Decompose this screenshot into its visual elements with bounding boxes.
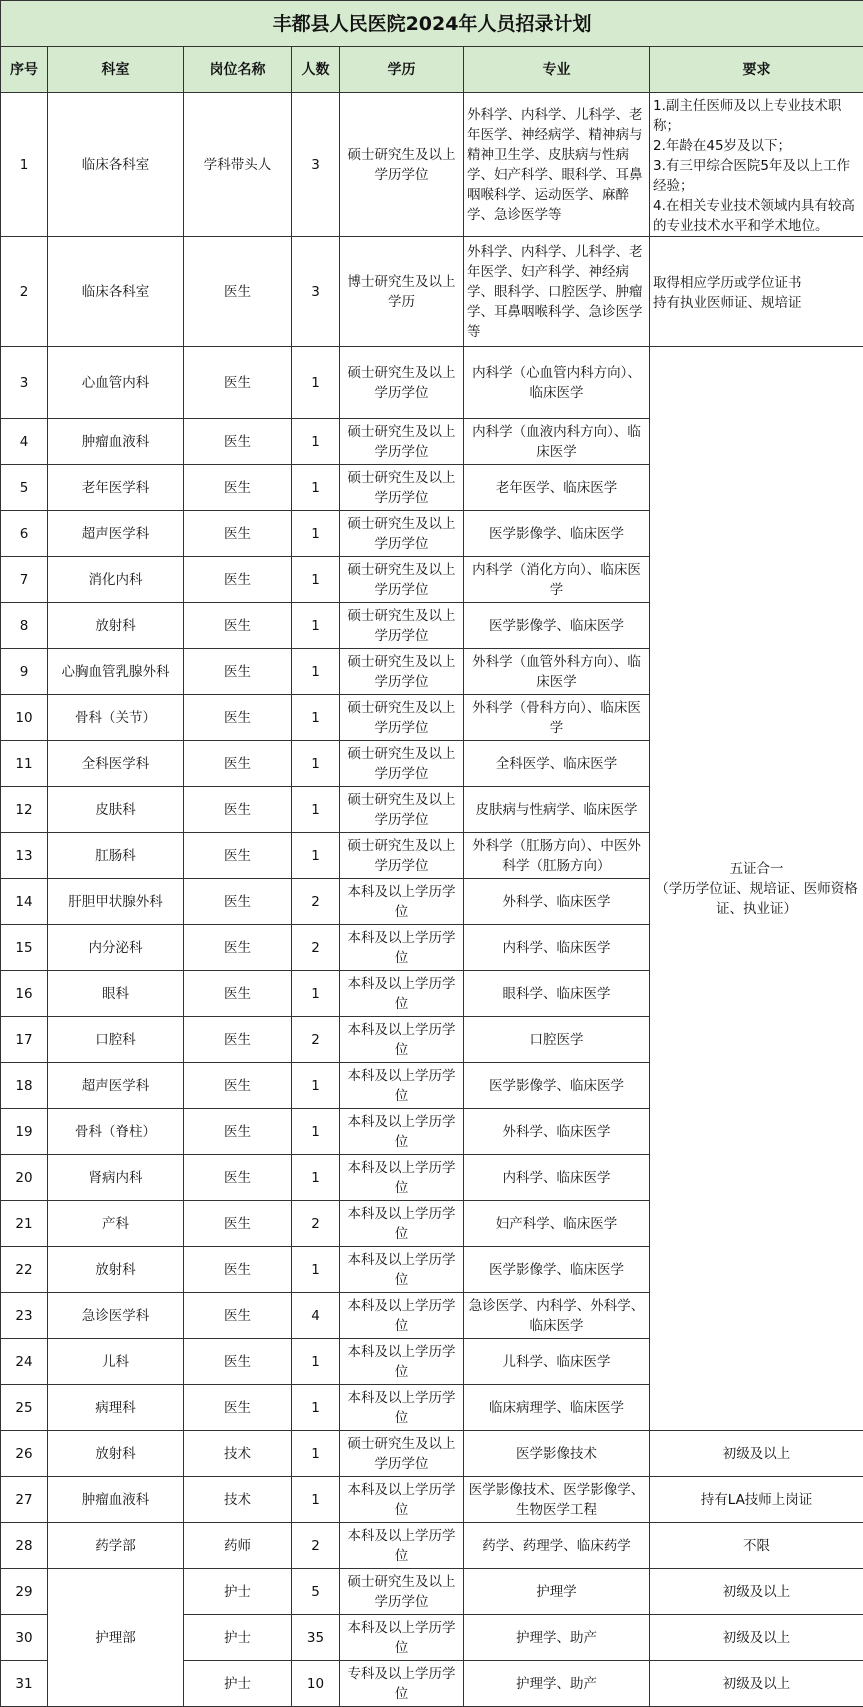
cell-post: 护士 (184, 1569, 292, 1615)
cell-major: 内科学、临床医学 (464, 1155, 650, 1201)
cell-major: 外科学、内科学、儿科学、老年医学、神经病学、精神病与精神卫生学、皮肤病与性病学、妇产科学、眼科学、耳鼻咽喉科学、运动医学、麻醉学、急诊医学等 (464, 93, 650, 237)
cell-major: 外科学（血管外科方向）、临床医学 (464, 649, 650, 695)
cell-major: 外科学、内科学、儿科学、老年医学、妇产科学、神经病学、眼科学、口腔医学、肿瘤学、耳鼻咽喉科学、急诊医学等 (464, 237, 650, 347)
cell-dept: 皮肤科 (48, 787, 184, 833)
cell-major: 妇产科学、临床医学 (464, 1201, 650, 1247)
cell-dept: 临床各科室 (48, 237, 184, 347)
cell-edu: 本科及以上学历学位 (340, 1017, 464, 1063)
cell-edu: 硕士研究生及以上学历学位 (340, 347, 464, 419)
cell-dept: 病理科 (48, 1385, 184, 1431)
cell-no: 11 (1, 741, 48, 787)
cell-dept: 肾病内科 (48, 1155, 184, 1201)
cell-edu: 硕士研究生及以上学历学位 (340, 1431, 464, 1477)
cell-major: 医学影像学、临床医学 (464, 603, 650, 649)
cell-edu: 本科及以上学历学位 (340, 1385, 464, 1431)
cell-dept: 超声医学科 (48, 511, 184, 557)
cell-post: 医生 (184, 1109, 292, 1155)
cell-count: 2 (292, 879, 340, 925)
cell-count: 1 (292, 741, 340, 787)
cell-no: 24 (1, 1339, 48, 1385)
col-header-count: 人数 (292, 47, 340, 93)
cell-dept: 肛肠科 (48, 833, 184, 879)
cell-no: 28 (1, 1523, 48, 1569)
cell-dept: 全科医学科 (48, 741, 184, 787)
cell-post: 医生 (184, 1293, 292, 1339)
cell-no: 17 (1, 1017, 48, 1063)
cell-major: 皮肤病与性病学、临床医学 (464, 787, 650, 833)
cell-no: 27 (1, 1477, 48, 1523)
cell-major: 护理学 (464, 1569, 650, 1615)
cell-no: 4 (1, 419, 48, 465)
cell-post: 医生 (184, 1017, 292, 1063)
cell-edu: 硕士研究生及以上学历学位 (340, 603, 464, 649)
cell-edu: 本科及以上学历学位 (340, 1155, 464, 1201)
cell-dept: 临床各科室 (48, 93, 184, 237)
cell-major: 医学影像技术 (464, 1431, 650, 1477)
cell-requirement: 1.副主任医师及以上专业技术职称； 2.年龄在45岁及以下； 3.有三甲综合医院5年及以上工作经验； 4.在相关专业技术领域内具有较高的专业技术水平和学术地位。 (650, 93, 863, 237)
cell-count: 2 (292, 1523, 340, 1569)
cell-no: 19 (1, 1109, 48, 1155)
cell-no: 23 (1, 1293, 48, 1339)
cell-edu: 硕士研究生及以上学历学位 (340, 465, 464, 511)
cell-edu: 本科及以上学历学位 (340, 1109, 464, 1155)
cell-major: 内科学、临床医学 (464, 925, 650, 971)
cell-post: 医生 (184, 1247, 292, 1293)
cell-post: 医生 (184, 603, 292, 649)
cell-no: 26 (1, 1431, 48, 1477)
cell-dept: 放射科 (48, 1431, 184, 1477)
cell-count: 1 (292, 465, 340, 511)
cell-count: 1 (292, 347, 340, 419)
cell-post: 医生 (184, 347, 292, 419)
cell-post: 医生 (184, 465, 292, 511)
cell-no: 22 (1, 1247, 48, 1293)
cell-count: 1 (292, 1155, 340, 1201)
cell-edu: 本科及以上学历学位 (340, 1201, 464, 1247)
cell-major: 医学影像学、临床医学 (464, 1247, 650, 1293)
cell-post: 医生 (184, 419, 292, 465)
cell-no: 12 (1, 787, 48, 833)
cell-edu: 本科及以上学历学位 (340, 925, 464, 971)
cell-dept: 消化内科 (48, 557, 184, 603)
cell-no: 18 (1, 1063, 48, 1109)
cell-dept: 心胸血管乳腺外科 (48, 649, 184, 695)
cell-no: 29 (1, 1569, 48, 1615)
cell-count: 35 (292, 1615, 340, 1661)
cell-major: 医学影像技术、医学影像学、生物医学工程 (464, 1477, 650, 1523)
col-header-major: 专业 (464, 47, 650, 93)
cell-major: 全科医学、临床医学 (464, 741, 650, 787)
col-header-post: 岗位名称 (184, 47, 292, 93)
requirement-main: 五证合一 (653, 859, 860, 879)
cell-major: 外科学（骨科方向）、临床医学 (464, 695, 650, 741)
cell-post: 药师 (184, 1523, 292, 1569)
cell-no: 3 (1, 347, 48, 419)
table-row (1, 1569, 863, 1615)
cell-post: 医生 (184, 1339, 292, 1385)
cell-no: 5 (1, 465, 48, 511)
cell-count: 1 (292, 419, 340, 465)
cell-dept: 超声医学科 (48, 1063, 184, 1109)
cell-no: 9 (1, 649, 48, 695)
cell-post: 学科带头人 (184, 93, 292, 237)
cell-major: 临床病理学、临床医学 (464, 1385, 650, 1431)
cell-count: 1 (292, 1431, 340, 1477)
cell-post: 技术 (184, 1431, 292, 1477)
cell-count: 2 (292, 1201, 340, 1247)
cell-no: 31 (1, 1661, 48, 1707)
cell-count: 5 (292, 1569, 340, 1615)
cell-post: 医生 (184, 557, 292, 603)
cell-dept: 骨科（关节） (48, 695, 184, 741)
cell-edu: 专科及以上学历学位 (340, 1661, 464, 1707)
cell-count: 2 (292, 1017, 340, 1063)
cell-dept: 内分泌科 (48, 925, 184, 971)
cell-edu: 本科及以上学历学位 (340, 1615, 464, 1661)
cell-requirement-merged (650, 347, 863, 1431)
table-row (1, 1431, 863, 1477)
cell-post: 护士 (184, 1661, 292, 1707)
cell-major: 医学影像学、临床医学 (464, 511, 650, 557)
cell-count: 1 (292, 1063, 340, 1109)
cell-count: 2 (292, 925, 340, 971)
cell-post: 医生 (184, 741, 292, 787)
cell-requirement: 取得相应学历或学位证书 持有执业医师证、规培证 (650, 237, 863, 347)
cell-dept: 放射科 (48, 603, 184, 649)
cell-dept: 药学部 (48, 1523, 184, 1569)
cell-post: 医生 (184, 511, 292, 557)
cell-dept: 肿瘤血液科 (48, 419, 184, 465)
cell-post: 医生 (184, 971, 292, 1017)
cell-edu: 硕士研究生及以上学历学位 (340, 93, 464, 237)
cell-dept: 肝胆甲状腺外科 (48, 879, 184, 925)
cell-edu: 本科及以上学历学位 (340, 1063, 464, 1109)
cell-count: 1 (292, 695, 340, 741)
cell-major: 外科学、临床医学 (464, 1109, 650, 1155)
title-row (1, 1, 863, 47)
cell-dept: 急诊医学科 (48, 1293, 184, 1339)
cell-major: 内科学（血液内科方向）、临床医学 (464, 419, 650, 465)
cell-edu: 本科及以上学历学位 (340, 1339, 464, 1385)
table-title: 丰都县人民医院2024年人员招录计划 (1, 1, 863, 47)
cell-edu: 博士研究生及以上学历 (340, 237, 464, 347)
cell-count: 10 (292, 1661, 340, 1707)
cell-requirement: 持有LA技师上岗证 (650, 1477, 863, 1523)
cell-count: 1 (292, 603, 340, 649)
cell-major: 外科学、临床医学 (464, 879, 650, 925)
cell-post: 医生 (184, 1155, 292, 1201)
cell-count: 1 (292, 1247, 340, 1293)
cell-post: 医生 (184, 833, 292, 879)
cell-requirement: 初级及以上 (650, 1431, 863, 1477)
cell-dept-merged: 护理部 (48, 1569, 184, 1707)
cell-dept: 骨科（脊柱） (48, 1109, 184, 1155)
cell-post: 医生 (184, 237, 292, 347)
cell-edu: 硕士研究生及以上学历学位 (340, 833, 464, 879)
cell-no: 2 (1, 237, 48, 347)
table-row (1, 347, 863, 419)
cell-post: 医生 (184, 1063, 292, 1109)
col-header-edu: 学历 (340, 47, 464, 93)
cell-edu: 硕士研究生及以上学历学位 (340, 695, 464, 741)
cell-post: 医生 (184, 695, 292, 741)
cell-no: 7 (1, 557, 48, 603)
cell-edu: 本科及以上学历学位 (340, 971, 464, 1017)
cell-count: 1 (292, 511, 340, 557)
cell-edu: 硕士研究生及以上学历学位 (340, 649, 464, 695)
cell-edu: 硕士研究生及以上学历学位 (340, 419, 464, 465)
cell-edu: 本科及以上学历学位 (340, 1247, 464, 1293)
table-row (1, 1477, 863, 1523)
cell-major: 外科学（肛肠方向）、中医外科学（肛肠方向） (464, 833, 650, 879)
cell-count: 4 (292, 1293, 340, 1339)
cell-no: 16 (1, 971, 48, 1017)
cell-major: 老年医学、临床医学 (464, 465, 650, 511)
cell-dept: 老年医学科 (48, 465, 184, 511)
cell-requirement: 不限 (650, 1523, 863, 1569)
cell-edu: 本科及以上学历学位 (340, 1477, 464, 1523)
cell-count: 1 (292, 787, 340, 833)
cell-dept: 放射科 (48, 1247, 184, 1293)
cell-major: 口腔医学 (464, 1017, 650, 1063)
cell-no: 20 (1, 1155, 48, 1201)
cell-edu: 硕士研究生及以上学历学位 (340, 557, 464, 603)
cell-edu: 本科及以上学历学位 (340, 1293, 464, 1339)
cell-dept: 心血管内科 (48, 347, 184, 419)
cell-count: 1 (292, 649, 340, 695)
cell-post: 医生 (184, 1201, 292, 1247)
cell-major: 药学、药理学、临床药学 (464, 1523, 650, 1569)
cell-edu: 硕士研究生及以上学历学位 (340, 741, 464, 787)
cell-no: 8 (1, 603, 48, 649)
cell-post: 技术 (184, 1477, 292, 1523)
requirement-detail: （学历学位证、规培证、医师资格证、执业证） (653, 879, 860, 919)
table-row (1, 93, 863, 237)
cell-requirement: 初级及以上 (650, 1615, 863, 1661)
table-row (1, 237, 863, 347)
cell-no: 14 (1, 879, 48, 925)
cell-post: 医生 (184, 879, 292, 925)
cell-major: 护理学、助产 (464, 1615, 650, 1661)
cell-dept: 产科 (48, 1201, 184, 1247)
cell-post: 护士 (184, 1615, 292, 1661)
cell-post: 医生 (184, 649, 292, 695)
header-row (1, 47, 863, 93)
cell-major: 护理学、助产 (464, 1661, 650, 1707)
cell-major: 内科学（消化方向）、临床医学 (464, 557, 650, 603)
table-row (1, 1523, 863, 1569)
cell-major: 眼科学、临床医学 (464, 971, 650, 1017)
cell-post: 医生 (184, 1385, 292, 1431)
cell-count: 1 (292, 1385, 340, 1431)
cell-edu: 本科及以上学历学位 (340, 879, 464, 925)
cell-count: 1 (292, 1477, 340, 1523)
cell-no: 21 (1, 1201, 48, 1247)
cell-major: 医学影像学、临床医学 (464, 1063, 650, 1109)
cell-requirement: 初级及以上 (650, 1661, 863, 1707)
cell-no: 15 (1, 925, 48, 971)
cell-count: 3 (292, 237, 340, 347)
cell-no: 25 (1, 1385, 48, 1431)
cell-post: 医生 (184, 787, 292, 833)
cell-dept: 口腔科 (48, 1017, 184, 1063)
cell-post: 医生 (184, 925, 292, 971)
cell-major: 儿科学、临床医学 (464, 1339, 650, 1385)
cell-major: 内科学（心血管内科方向）、临床医学 (464, 347, 650, 419)
col-header-no: 序号 (1, 47, 48, 93)
cell-dept: 眼科 (48, 971, 184, 1017)
cell-no: 6 (1, 511, 48, 557)
cell-requirement: 初级及以上 (650, 1569, 863, 1615)
cell-count: 1 (292, 1339, 340, 1385)
cell-count: 3 (292, 93, 340, 237)
cell-edu: 硕士研究生及以上学历学位 (340, 787, 464, 833)
cell-dept: 肿瘤血液科 (48, 1477, 184, 1523)
cell-edu: 硕士研究生及以上学历学位 (340, 1569, 464, 1615)
cell-no: 30 (1, 1615, 48, 1661)
cell-no: 13 (1, 833, 48, 879)
cell-count: 1 (292, 833, 340, 879)
col-header-req: 要求 (650, 47, 863, 93)
col-header-dept: 科室 (48, 47, 184, 93)
cell-dept: 儿科 (48, 1339, 184, 1385)
cell-no: 10 (1, 695, 48, 741)
cell-count: 1 (292, 971, 340, 1017)
cell-major: 急诊医学、内科学、外科学、临床医学 (464, 1293, 650, 1339)
cell-no: 1 (1, 93, 48, 237)
cell-edu: 本科及以上学历学位 (340, 1523, 464, 1569)
cell-count: 1 (292, 557, 340, 603)
cell-count: 1 (292, 1109, 340, 1155)
cell-edu: 硕士研究生及以上学历学位 (340, 511, 464, 557)
